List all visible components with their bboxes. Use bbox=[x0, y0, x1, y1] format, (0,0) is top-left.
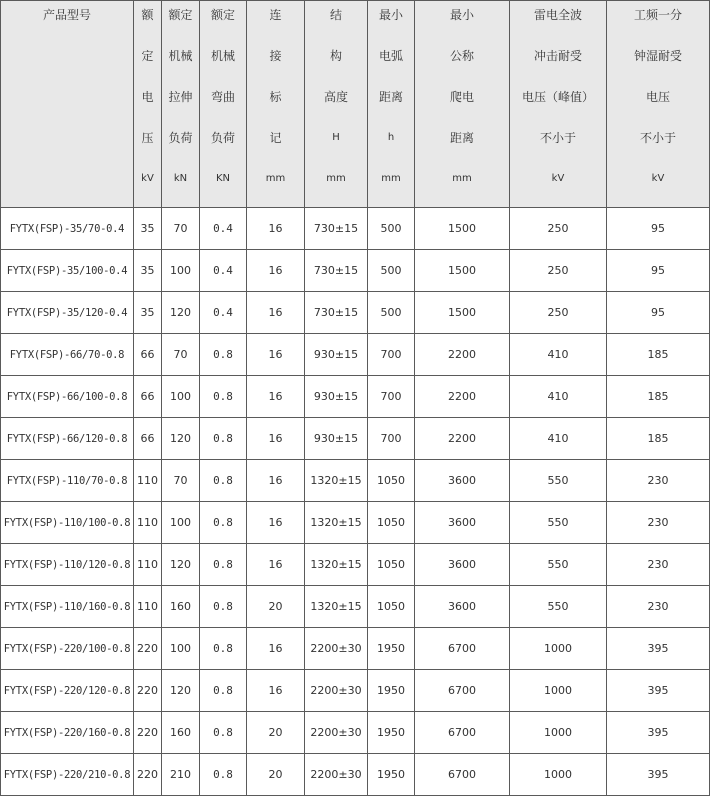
header-line: 压 bbox=[141, 131, 154, 145]
header-line: 额 bbox=[141, 8, 154, 22]
cell-lightning-impulse: 410 bbox=[510, 376, 607, 418]
cell-arc-distance: 700 bbox=[368, 376, 415, 418]
header-line: 距离 bbox=[378, 90, 403, 104]
cell-tensile-load: 100 bbox=[162, 250, 200, 292]
cell-power-frequency-wet: 395 bbox=[607, 670, 710, 712]
cell-power-frequency-wet: 185 bbox=[607, 376, 710, 418]
header-line: 电 bbox=[141, 90, 154, 104]
cell-power-frequency-wet: 95 bbox=[607, 292, 710, 334]
cell-rated-voltage: 220 bbox=[134, 628, 162, 670]
header-line: 机械 bbox=[168, 49, 193, 63]
header-line: 负荷 bbox=[168, 131, 193, 145]
cell-model: FYTX(FSP)-66/120-0.8 bbox=[1, 418, 134, 460]
cell-model: FYTX(FSP)-66/70-0.8 bbox=[1, 334, 134, 376]
table-body bbox=[1, 208, 710, 796]
cell-model: FYTX(FSP)-110/70-0.8 bbox=[1, 460, 134, 502]
cell-arc-distance: 700 bbox=[368, 334, 415, 376]
cell-connection-mark: 20 bbox=[247, 586, 305, 628]
cell-structure-height: 2200±30 bbox=[305, 712, 368, 754]
table-row bbox=[1, 460, 710, 502]
header-line: 拉伸 bbox=[168, 90, 193, 104]
header-line: 接 bbox=[269, 49, 282, 63]
cell-bending-load: 0.8 bbox=[200, 334, 247, 376]
header-line: 电弧 bbox=[378, 49, 403, 63]
cell-structure-height: 730±15 bbox=[305, 208, 368, 250]
header-line: 公称 bbox=[449, 49, 474, 63]
header-line: 高度 bbox=[323, 90, 348, 104]
header-line: 连 bbox=[269, 8, 282, 22]
cell-tensile-load: 100 bbox=[162, 628, 200, 670]
cell-connection-mark: 20 bbox=[247, 712, 305, 754]
header-line: 不小于 bbox=[539, 131, 576, 145]
cell-structure-height: 1320±15 bbox=[305, 544, 368, 586]
cell-model: FYTX(FSP)-220/100-0.8 bbox=[1, 628, 134, 670]
cell-connection-mark: 16 bbox=[247, 334, 305, 376]
header-model bbox=[1, 1, 134, 208]
cell-lightning-impulse: 1000 bbox=[510, 754, 607, 796]
cell-creepage-distance: 1500 bbox=[415, 208, 510, 250]
table-row bbox=[1, 208, 710, 250]
cell-rated-voltage: 110 bbox=[134, 502, 162, 544]
header-line: 冲击耐受 bbox=[533, 49, 582, 63]
cell-lightning-impulse: 1000 bbox=[510, 628, 607, 670]
header-line: 电压（峰值） bbox=[521, 90, 594, 104]
header-unit: kV bbox=[141, 173, 154, 184]
cell-power-frequency-wet: 185 bbox=[607, 334, 710, 376]
header-line: H bbox=[332, 132, 340, 143]
header-bending-load bbox=[200, 1, 247, 208]
cell-connection-mark: 16 bbox=[247, 628, 305, 670]
cell-creepage-distance: 2200 bbox=[415, 334, 510, 376]
cell-lightning-impulse: 550 bbox=[510, 460, 607, 502]
table-row bbox=[1, 292, 710, 334]
cell-structure-height: 1320±15 bbox=[305, 586, 368, 628]
header-arc-distance bbox=[368, 1, 415, 208]
table-row bbox=[1, 544, 710, 586]
header-connection-mark bbox=[247, 1, 305, 208]
header-line: 结 bbox=[329, 8, 342, 22]
cell-creepage-distance: 2200 bbox=[415, 376, 510, 418]
table-row bbox=[1, 418, 710, 460]
cell-connection-mark: 16 bbox=[247, 502, 305, 544]
header-line: 爬电 bbox=[449, 90, 474, 104]
header-line: 弯曲 bbox=[210, 90, 235, 104]
cell-arc-distance: 1050 bbox=[368, 460, 415, 502]
cell-structure-height: 2200±30 bbox=[305, 670, 368, 712]
cell-rated-voltage: 220 bbox=[134, 670, 162, 712]
header-row bbox=[1, 1, 710, 208]
cell-arc-distance: 500 bbox=[368, 250, 415, 292]
cell-power-frequency-wet: 95 bbox=[607, 250, 710, 292]
cell-structure-height: 2200±30 bbox=[305, 754, 368, 796]
table-row bbox=[1, 250, 710, 292]
cell-arc-distance: 1050 bbox=[368, 586, 415, 628]
cell-power-frequency-wet: 95 bbox=[607, 208, 710, 250]
cell-connection-mark: 16 bbox=[247, 376, 305, 418]
cell-bending-load: 0.8 bbox=[200, 712, 247, 754]
header-line: 额定 bbox=[168, 8, 193, 22]
cell-rated-voltage: 220 bbox=[134, 754, 162, 796]
cell-model: FYTX(FSP)-220/160-0.8 bbox=[1, 712, 134, 754]
cell-model: FYTX(FSP)-35/100-0.4 bbox=[1, 250, 134, 292]
header-line: 记 bbox=[269, 131, 282, 145]
cell-tensile-load: 120 bbox=[162, 292, 200, 334]
cell-arc-distance: 1950 bbox=[368, 628, 415, 670]
cell-model: FYTX(FSP)-110/120-0.8 bbox=[1, 544, 134, 586]
cell-arc-distance: 1950 bbox=[368, 712, 415, 754]
cell-arc-distance: 1050 bbox=[368, 544, 415, 586]
cell-bending-load: 0.8 bbox=[200, 754, 247, 796]
cell-tensile-load: 160 bbox=[162, 586, 200, 628]
cell-creepage-distance: 2200 bbox=[415, 418, 510, 460]
cell-power-frequency-wet: 230 bbox=[607, 544, 710, 586]
header-line: 构 bbox=[329, 49, 342, 63]
cell-power-frequency-wet: 395 bbox=[607, 628, 710, 670]
cell-model: FYTX(FSP)-110/160-0.8 bbox=[1, 586, 134, 628]
cell-connection-mark: 20 bbox=[247, 754, 305, 796]
cell-arc-distance: 1050 bbox=[368, 502, 415, 544]
cell-connection-mark: 16 bbox=[247, 208, 305, 250]
cell-creepage-distance: 6700 bbox=[415, 628, 510, 670]
cell-arc-distance: 1950 bbox=[368, 670, 415, 712]
cell-model: FYTX(FSP)-35/70-0.4 bbox=[1, 208, 134, 250]
cell-creepage-distance: 6700 bbox=[415, 712, 510, 754]
header-unit: mm bbox=[326, 173, 346, 184]
header-line: 雷电全波 bbox=[533, 8, 582, 22]
cell-power-frequency-wet: 185 bbox=[607, 418, 710, 460]
header-tensile-load bbox=[162, 1, 200, 208]
header-line: 电压 bbox=[645, 90, 670, 104]
cell-creepage-distance: 6700 bbox=[415, 754, 510, 796]
header-line: 定 bbox=[141, 49, 154, 63]
cell-bending-load: 0.8 bbox=[200, 418, 247, 460]
cell-tensile-load: 120 bbox=[162, 544, 200, 586]
cell-rated-voltage: 66 bbox=[134, 376, 162, 418]
header-unit: mm bbox=[381, 173, 401, 184]
header-line: h bbox=[387, 132, 395, 143]
cell-structure-height: 2200±30 bbox=[305, 628, 368, 670]
cell-lightning-impulse: 250 bbox=[510, 292, 607, 334]
cell-power-frequency-wet: 230 bbox=[607, 502, 710, 544]
header-line: 额定 bbox=[210, 8, 235, 22]
cell-arc-distance: 1950 bbox=[368, 754, 415, 796]
table-row bbox=[1, 334, 710, 376]
cell-bending-load: 0.8 bbox=[200, 586, 247, 628]
cell-arc-distance: 500 bbox=[368, 292, 415, 334]
header-line: 机械 bbox=[210, 49, 235, 63]
cell-structure-height: 1320±15 bbox=[305, 502, 368, 544]
header-line: 钟湿耐受 bbox=[633, 49, 682, 63]
header-structure-height bbox=[305, 1, 368, 208]
cell-structure-height: 930±15 bbox=[305, 376, 368, 418]
cell-creepage-distance: 1500 bbox=[415, 250, 510, 292]
header-line: 标 bbox=[269, 90, 282, 104]
cell-model: FYTX(FSP)-35/120-0.4 bbox=[1, 292, 134, 334]
cell-connection-mark: 16 bbox=[247, 460, 305, 502]
header-line: 产品型号 bbox=[42, 8, 91, 22]
cell-lightning-impulse: 550 bbox=[510, 502, 607, 544]
cell-bending-load: 0.8 bbox=[200, 670, 247, 712]
header-unit: kV bbox=[651, 173, 665, 184]
cell-creepage-distance: 3600 bbox=[415, 544, 510, 586]
header-line: 最小 bbox=[449, 8, 474, 22]
cell-connection-mark: 16 bbox=[247, 292, 305, 334]
cell-tensile-load: 120 bbox=[162, 418, 200, 460]
cell-structure-height: 930±15 bbox=[305, 418, 368, 460]
header-line: 距离 bbox=[449, 131, 474, 145]
cell-tensile-load: 120 bbox=[162, 670, 200, 712]
cell-lightning-impulse: 550 bbox=[510, 586, 607, 628]
cell-rated-voltage: 35 bbox=[134, 250, 162, 292]
header-unit: kV bbox=[551, 173, 565, 184]
cell-tensile-load: 70 bbox=[162, 460, 200, 502]
header-unit: mm bbox=[452, 173, 472, 184]
cell-power-frequency-wet: 230 bbox=[607, 460, 710, 502]
header-line: 工频一分 bbox=[633, 8, 682, 22]
cell-arc-distance: 500 bbox=[368, 208, 415, 250]
cell-model: FYTX(FSP)-66/100-0.8 bbox=[1, 376, 134, 418]
cell-rated-voltage: 220 bbox=[134, 712, 162, 754]
header-unit: kN bbox=[173, 173, 188, 184]
cell-tensile-load: 100 bbox=[162, 376, 200, 418]
cell-bending-load: 0.8 bbox=[200, 376, 247, 418]
cell-tensile-load: 70 bbox=[162, 334, 200, 376]
header-line: 不小于 bbox=[639, 131, 676, 145]
header-rated-voltage bbox=[134, 1, 162, 208]
cell-rated-voltage: 66 bbox=[134, 418, 162, 460]
cell-bending-load: 0.4 bbox=[200, 250, 247, 292]
cell-creepage-distance: 1500 bbox=[415, 292, 510, 334]
table-header bbox=[1, 1, 710, 208]
cell-bending-load: 0.8 bbox=[200, 544, 247, 586]
cell-power-frequency-wet: 230 bbox=[607, 586, 710, 628]
cell-lightning-impulse: 250 bbox=[510, 208, 607, 250]
cell-connection-mark: 16 bbox=[247, 544, 305, 586]
cell-rated-voltage: 110 bbox=[134, 586, 162, 628]
cell-power-frequency-wet: 395 bbox=[607, 754, 710, 796]
cell-model: FYTX(FSP)-220/120-0.8 bbox=[1, 670, 134, 712]
header-unit: KN bbox=[215, 173, 231, 184]
cell-connection-mark: 16 bbox=[247, 418, 305, 460]
header-unit: mm bbox=[265, 173, 286, 184]
cell-creepage-distance: 3600 bbox=[415, 502, 510, 544]
cell-creepage-distance: 3600 bbox=[415, 586, 510, 628]
table-row bbox=[1, 376, 710, 418]
cell-structure-height: 930±15 bbox=[305, 334, 368, 376]
cell-structure-height: 730±15 bbox=[305, 250, 368, 292]
cell-rated-voltage: 110 bbox=[134, 544, 162, 586]
header-lightning-impulse bbox=[510, 1, 607, 208]
cell-structure-height: 730±15 bbox=[305, 292, 368, 334]
cell-power-frequency-wet: 395 bbox=[607, 712, 710, 754]
cell-rated-voltage: 66 bbox=[134, 334, 162, 376]
cell-tensile-load: 70 bbox=[162, 208, 200, 250]
cell-tensile-load: 210 bbox=[162, 754, 200, 796]
cell-bending-load: 0.8 bbox=[200, 502, 247, 544]
cell-tensile-load: 160 bbox=[162, 712, 200, 754]
cell-lightning-impulse: 250 bbox=[510, 250, 607, 292]
cell-bending-load: 0.8 bbox=[200, 460, 247, 502]
cell-tensile-load: 100 bbox=[162, 502, 200, 544]
cell-connection-mark: 16 bbox=[247, 250, 305, 292]
table-row bbox=[1, 586, 710, 628]
header-line: 最小 bbox=[378, 8, 403, 22]
cell-rated-voltage: 35 bbox=[134, 208, 162, 250]
header-creepage-distance bbox=[415, 1, 510, 208]
cell-model: FYTX(FSP)-220/210-0.8 bbox=[1, 754, 134, 796]
table-row bbox=[1, 712, 710, 754]
cell-model: FYTX(FSP)-110/100-0.8 bbox=[1, 502, 134, 544]
cell-arc-distance: 700 bbox=[368, 418, 415, 460]
cell-lightning-impulse: 410 bbox=[510, 418, 607, 460]
cell-creepage-distance: 6700 bbox=[415, 670, 510, 712]
cell-connection-mark: 16 bbox=[247, 670, 305, 712]
table-row bbox=[1, 754, 710, 796]
cell-bending-load: 0.8 bbox=[200, 628, 247, 670]
cell-rated-voltage: 110 bbox=[134, 460, 162, 502]
cell-lightning-impulse: 410 bbox=[510, 334, 607, 376]
cell-lightning-impulse: 1000 bbox=[510, 712, 607, 754]
cell-bending-load: 0.4 bbox=[200, 208, 247, 250]
table-row bbox=[1, 628, 710, 670]
table-row bbox=[1, 670, 710, 712]
cell-structure-height: 1320±15 bbox=[305, 460, 368, 502]
cell-lightning-impulse: 1000 bbox=[510, 670, 607, 712]
cell-lightning-impulse: 550 bbox=[510, 544, 607, 586]
header-line: 负荷 bbox=[210, 131, 235, 145]
cell-rated-voltage: 35 bbox=[134, 292, 162, 334]
cell-bending-load: 0.4 bbox=[200, 292, 247, 334]
header-power-frequency-wet bbox=[607, 1, 710, 208]
cell-creepage-distance: 3600 bbox=[415, 460, 510, 502]
table-row bbox=[1, 502, 710, 544]
